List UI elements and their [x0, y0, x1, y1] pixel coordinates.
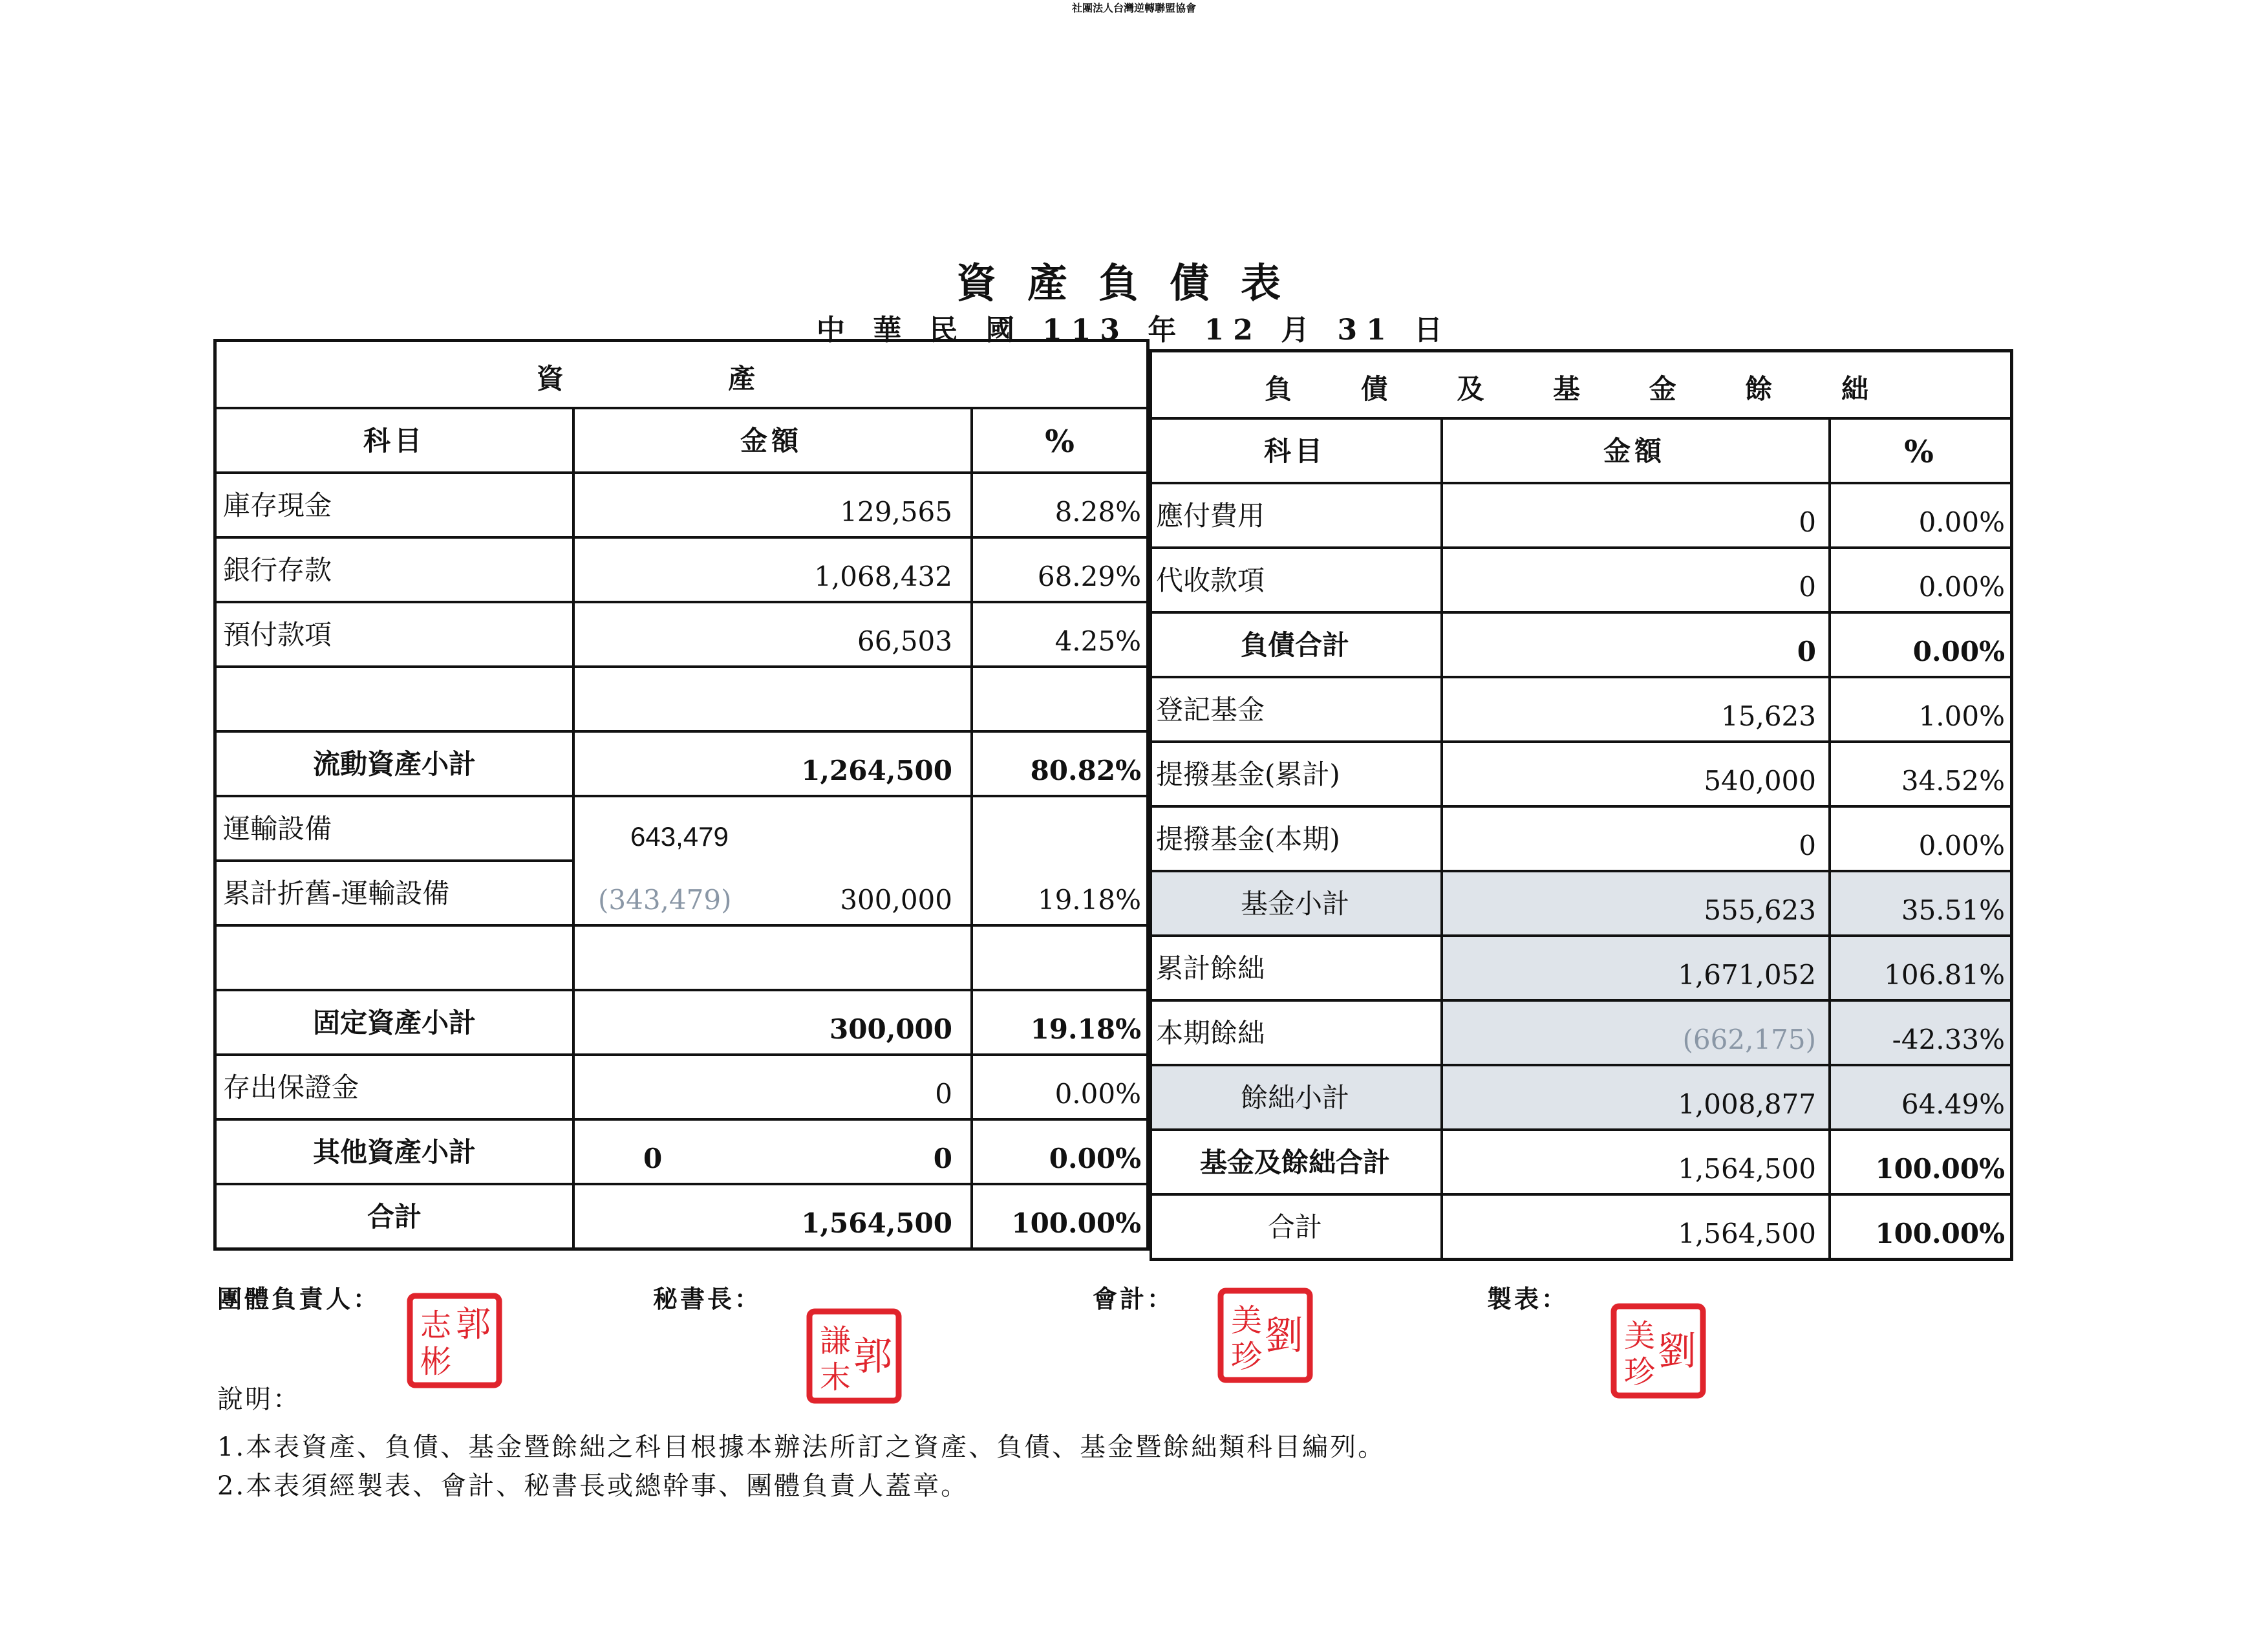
svg-text:劉: 劉 [1265, 1313, 1303, 1359]
current-assets-subtotal-percent: 80.82% [1030, 755, 1141, 786]
report-date: 中 華 民 國 113 年 12 月 31 日 [816, 314, 1452, 347]
asset-percent: 68.29% [1037, 561, 1141, 592]
asset-amount: 1,068,432 [814, 561, 952, 592]
svg-text:郭: 郭 [853, 1334, 892, 1379]
liability-amount: 0 [1799, 506, 1816, 538]
other-assets-subtotal-label: 其他資產小計 [312, 1136, 476, 1168]
asset-amount: 129,565 [840, 496, 952, 528]
assets-total-label: 合計 [367, 1201, 422, 1233]
asset-amount: 66,503 [857, 625, 952, 657]
assets-section-title: 資 產 [536, 363, 833, 394]
fund-subtotal-amount: 555,623 [1704, 894, 1816, 926]
surplus-subtotal-amount: 1,008,877 [1678, 1088, 1816, 1120]
signature-label-secretary-general: 秘書長： [653, 1284, 762, 1313]
asset-item-label: 存出保證金 [223, 1072, 359, 1103]
liabilities-header-amount: 金額 [1603, 435, 1665, 467]
liabilities-total-amount: 0 [1797, 636, 1816, 667]
fixed-assets-subtotal-amount: 300,000 [829, 1013, 952, 1045]
secretary-general-seal [806, 1308, 903, 1405]
fixed-assets-subtotal-percent: 19.18% [1030, 1013, 1141, 1045]
asset-item-label: 累計折舊-運輸設備 [223, 878, 450, 909]
fund-amount: 540,000 [1704, 765, 1816, 797]
other-assets-sub-amount: 0 [643, 1143, 663, 1174]
asset-sub-amount: 643,479 [630, 821, 729, 852]
signature-label-accountant: 會計： [1093, 1284, 1175, 1313]
fund-amount: 0 [1799, 830, 1816, 861]
asset-amount: 300,000 [840, 884, 952, 916]
liabilities-header-percent: % [1904, 434, 1938, 470]
asset-amount: 0 [935, 1078, 952, 1110]
svg-text:珍: 珍 [1230, 1339, 1263, 1375]
fund-item-label: 提撥基金(累計) [1156, 759, 1340, 790]
other-assets-subtotal-percent: 0.00% [1049, 1143, 1141, 1174]
other-assets-subtotal-amount: 0 [933, 1143, 952, 1174]
liabilities-grand-total-label: 合計 [1267, 1211, 1322, 1243]
liabilities-table [1150, 349, 2013, 1261]
fund-item-label: 提撥基金(本期) [1156, 823, 1340, 855]
surplus-subtotal-percent: 64.49% [1901, 1088, 2005, 1120]
document-title: 資產負債表 [956, 259, 1312, 307]
org-title: 社團法人台灣逆轉聯盟協會 [1071, 2, 1196, 14]
preparer-seal [1610, 1302, 1707, 1399]
svg-text:珍: 珍 [1623, 1354, 1656, 1390]
accountant-seal [1217, 1287, 1314, 1384]
liabilities-section-title: 負 債 及 基 金 餘 絀 [1265, 373, 1898, 405]
asset-percent: 19.18% [1037, 884, 1141, 916]
surplus-item-label: 本期餘絀 [1156, 1017, 1265, 1049]
asset-item-label: 運輸設備 [223, 813, 332, 845]
assets-total-percent: 100.00% [1011, 1207, 1141, 1239]
asset-percent: 8.28% [1054, 496, 1141, 528]
svg-text:彬: 彬 [420, 1344, 452, 1380]
svg-text:謙: 謙 [819, 1323, 851, 1359]
liabilities-total-label: 負債合計 [1240, 629, 1349, 661]
surplus-percent: -42.33% [1892, 1024, 2005, 1055]
note-item: 1.本表資產、負債、基金暨餘絀之科目根據本辦法所訂之資產、負債、基金暨餘絀類科目編列。 [217, 1432, 1386, 1462]
surplus-amount: (662,175) [1682, 1024, 1816, 1055]
current-assets-subtotal-label: 流動資產小計 [312, 748, 476, 780]
chairperson-seal [406, 1292, 503, 1389]
asset-item-label: 銀行存款 [223, 554, 332, 586]
asset-item-label: 預付款項 [223, 619, 332, 651]
svg-text:美: 美 [1623, 1318, 1656, 1354]
liabilities-header-item: 科目 [1263, 435, 1326, 467]
fund-subtotal-percent: 35.51% [1901, 894, 2005, 926]
notes-title: 說明： [217, 1385, 301, 1414]
svg-text:美: 美 [1230, 1302, 1263, 1339]
svg-text:郭: 郭 [456, 1304, 491, 1344]
current-assets-subtotal-amount: 1,264,500 [801, 755, 952, 786]
assets-header-item: 科目 [363, 425, 425, 457]
signature-label-chairperson: 團體負責人： [217, 1284, 381, 1313]
note-item: 2.本表須經製表、會計、秘書長或總幹事、團體負責人蓋章。 [217, 1471, 969, 1501]
liabilities-grand-total-percent: 100.00% [1875, 1218, 2005, 1249]
assets-table [213, 339, 1150, 1251]
fund-surplus-total-percent: 100.00% [1875, 1153, 2005, 1185]
liability-amount: 0 [1799, 571, 1816, 603]
assets-header-percent: % [1045, 424, 1078, 460]
liability-percent: 0.00% [1918, 506, 2005, 538]
liability-item-label: 應付費用 [1156, 500, 1265, 532]
surplus-subtotal-label: 餘絀小計 [1240, 1082, 1349, 1114]
fund-percent: 0.00% [1918, 830, 2005, 861]
fund-item-label: 登記基金 [1156, 694, 1265, 726]
liability-percent: 0.00% [1918, 571, 2005, 603]
fund-percent: 1.00% [1918, 700, 2005, 732]
surplus-item-label: 累計餘絀 [1156, 953, 1265, 984]
fund-amount: 15,623 [1721, 700, 1816, 732]
assets-total-amount: 1,564,500 [801, 1207, 952, 1239]
fund-surplus-total-label: 基金及餘絀合計 [1199, 1147, 1390, 1178]
fixed-assets-subtotal-label: 固定資產小計 [312, 1007, 476, 1039]
asset-percent: 4.25% [1054, 625, 1141, 657]
fund-subtotal-label: 基金小計 [1240, 888, 1349, 920]
surplus-percent: 106.81% [1884, 959, 2005, 991]
svg-text:志: 志 [420, 1308, 452, 1344]
assets-header-amount: 金額 [740, 425, 802, 457]
liabilities-grand-total-amount: 1,564,500 [1678, 1218, 1816, 1249]
signature-label-preparer: 製表： [1487, 1284, 1569, 1313]
asset-item-label: 庫存現金 [223, 490, 332, 521]
svg-text:末: 末 [819, 1359, 851, 1396]
fund-percent: 34.52% [1901, 765, 2005, 797]
surplus-amount: 1,671,052 [1678, 959, 1816, 991]
asset-percent: 0.00% [1054, 1078, 1141, 1110]
svg-text:劉: 劉 [1658, 1329, 1696, 1374]
liabilities-total-percent: 0.00% [1912, 636, 2005, 667]
liability-item-label: 代收款項 [1156, 565, 1265, 596]
fund-surplus-total-amount: 1,564,500 [1678, 1153, 1816, 1185]
asset-sub-amount: (343,479) [598, 884, 732, 916]
